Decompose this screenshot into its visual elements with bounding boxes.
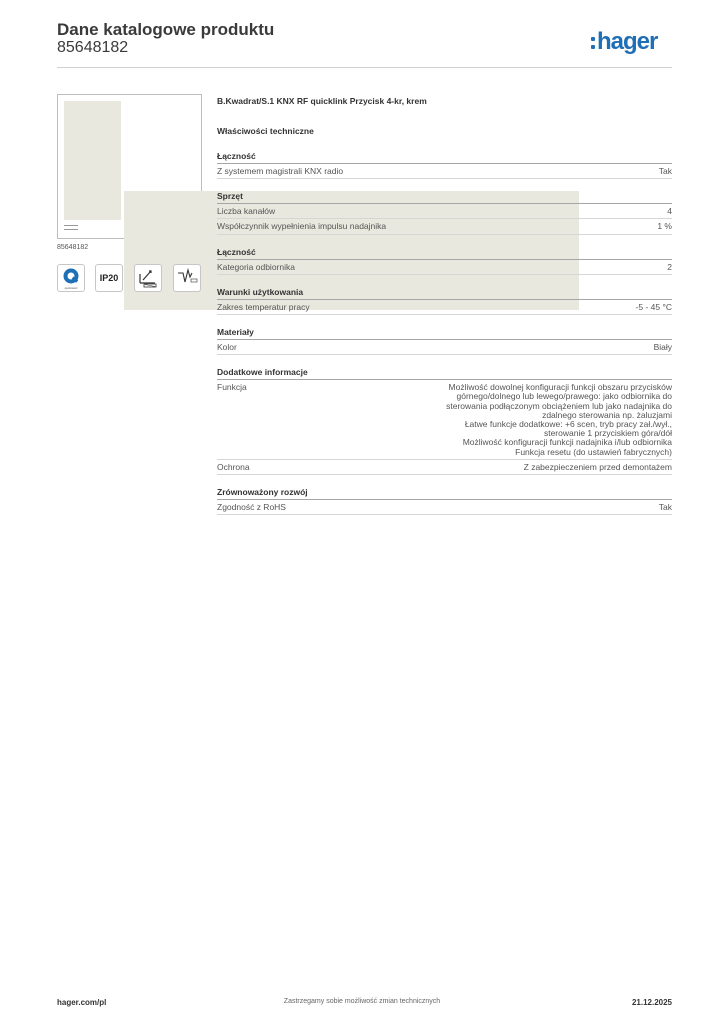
- function-line: Funkcja resetu (do ustawień fabrycznych): [515, 446, 672, 457]
- spec-label: Z systemem magistrali KNX radio: [217, 166, 344, 176]
- image-scroll-handle[interactable]: [64, 225, 78, 230]
- spec-label: Funkcja: [217, 382, 247, 393]
- spec-label: Kategoria odbiornika: [217, 261, 295, 272]
- section-heading: Materiały: [217, 327, 672, 340]
- spec-value: 1 %: [657, 221, 672, 232]
- spec-row: [217, 164, 672, 179]
- spec-label: Zgodność z RoHS: [217, 502, 286, 513]
- header-divider: [57, 67, 672, 68]
- section-heading: Warunki użytkowania: [217, 287, 672, 300]
- spec-row: [217, 300, 672, 315]
- footer-date: 21.12.2025: [631, 998, 672, 1007]
- ip-rating: IP20: [99, 273, 119, 283]
- frequency-icon: [173, 264, 201, 292]
- function-line: zdalnego sterowania np. żaluzjami: [542, 409, 672, 420]
- function-line: Łatwe funkcje dodatkowe: +6 scen, tryb pracy zał./wył.,: [464, 419, 672, 430]
- function-line: Możliwość dowolnej konfiguracji funkcji obszaru przycisków: [448, 382, 672, 393]
- spec-panel: [217, 96, 672, 527]
- page-title: Dane katalogowe produktu: [57, 20, 275, 39]
- function-line: górnego/dolnego lub lewego/prawego: jako odbiornika do: [456, 391, 672, 402]
- spec-value: 2: [667, 261, 672, 272]
- spec-value: Biały: [653, 342, 672, 353]
- footer-disclaimer: Zastrzegamy sobie możliwość zmian technicznych: [283, 998, 441, 1005]
- spec-row: [217, 460, 672, 475]
- footer-website-link[interactable]: hager.com/pl: [57, 998, 107, 1007]
- section-materials: [217, 327, 672, 355]
- spec-row: [217, 219, 672, 234]
- spec-value-multiline: [407, 383, 672, 457]
- section-operating-conditions: [217, 287, 672, 315]
- logo-text: hager: [597, 28, 658, 55]
- spec-row: [217, 500, 672, 515]
- tech-heading: Właściwości techniczne: [217, 126, 314, 136]
- section-additional-info: [217, 367, 672, 475]
- spec-label: Zakres temperatur pracy: [217, 301, 310, 312]
- function-line: sterowanie 1 przyciskiem góra/dół: [543, 428, 672, 439]
- section-heading: Dodatkowe informacje: [217, 367, 672, 380]
- section-connectivity-2: [217, 247, 672, 275]
- section-heading: Sprzęt: [217, 191, 672, 204]
- quality-badge-text: quickstart: [64, 286, 78, 290]
- spec-label: Liczba kanałów: [217, 206, 276, 217]
- switch-plate-left: [64, 101, 121, 220]
- spec-label: Ochrona: [217, 461, 250, 472]
- image-caption: 85648182: [57, 244, 89, 251]
- product-number: 85648182: [57, 39, 129, 56]
- section-connectivity: [217, 151, 672, 179]
- ip20-badge: [95, 264, 123, 292]
- hager-logo[interactable]: [591, 30, 657, 54]
- spec-row: [217, 260, 672, 275]
- section-heading: Łączność: [217, 247, 672, 260]
- spec-row: [217, 340, 672, 355]
- section-heading: Łączność: [217, 151, 672, 164]
- section-sustainability: [217, 487, 672, 515]
- spec-value: 4: [667, 206, 672, 217]
- spec-row: [217, 204, 672, 219]
- spec-value: Z zabezpieczeniem przed demontażem: [523, 461, 672, 472]
- product-image[interactable]: [57, 94, 202, 239]
- function-line: Możliwość konfiguracji funkcji nadajnika i/lub odbiornika: [462, 437, 672, 448]
- section-hardware: [217, 191, 672, 234]
- quality-q-icon: [57, 264, 85, 292]
- surface-mount-icon: [134, 264, 162, 292]
- product-title: B.Kwadrat/S.1 KNX RF quicklink Przycisk 4-kr, krem: [217, 96, 427, 106]
- logo-dots-icon: [591, 37, 595, 49]
- function-line: sterowania podłączonym obciążeniem lub jako nadajnika do: [446, 400, 672, 411]
- section-heading: Zrównoważony rozwój: [217, 487, 672, 500]
- spec-label: Kolor: [217, 342, 237, 353]
- spec-value: -5 - 45 °C: [635, 301, 672, 312]
- spec-label: Współczynnik wypełnienia impulsu nadajnika: [217, 221, 387, 232]
- spec-row: [217, 380, 672, 460]
- spec-value: Tak: [658, 166, 672, 176]
- spec-value: Tak: [658, 502, 672, 513]
